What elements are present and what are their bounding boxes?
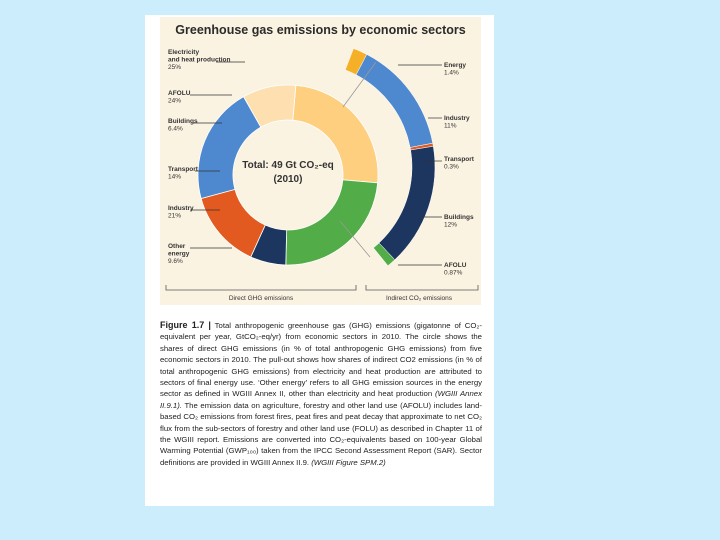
chart-panel bbox=[160, 17, 481, 305]
caption-ref-2: (WGIII Figure SPM.2) bbox=[311, 457, 386, 467]
label-name: Industry bbox=[168, 205, 194, 212]
label-name: Transport bbox=[168, 166, 198, 173]
document-page bbox=[145, 15, 494, 506]
label-value: 1.4% bbox=[444, 69, 459, 77]
direct-bracket bbox=[166, 285, 356, 290]
left-label-afolu bbox=[168, 90, 232, 105]
direct-slice-afolu bbox=[286, 180, 378, 265]
ghg-chart bbox=[160, 17, 481, 305]
label-value: 11% bbox=[444, 122, 457, 130]
label-name: Electricity bbox=[168, 49, 200, 56]
label-value: 9.6% bbox=[168, 258, 183, 265]
label-value: 0.87% bbox=[444, 269, 463, 277]
left-label-electricity-and-heat-production bbox=[168, 49, 245, 71]
caption-text-2: The emission data on agriculture, forestry and other land use (AFOLU) includes land-based CO₂ emissions from forest fires, peat fires and peat decay that approximate to net CO₂ flux from the sub-sectors of forestry and other land use (FOLU) as described in Chapter 11 of the WGIII report. Emissions are converted into CO₂-equivalents based on 100-year Global Warming Potential (GWP₁₀₀) taken from the IPCC Second Assessment Report (SAR). Sector definitions are provided in WGIII Annex II.9. bbox=[160, 400, 482, 467]
indirect-emissions-label: Indirect CO₂ emissions bbox=[385, 295, 453, 302]
right-label-industry bbox=[428, 115, 470, 130]
label-name: and heat production bbox=[168, 56, 231, 64]
label-value: 21% bbox=[168, 212, 182, 220]
label-value: 12% bbox=[444, 221, 458, 229]
label-name: Buildings bbox=[168, 118, 198, 125]
direct-slice-industry bbox=[198, 97, 261, 199]
indirect-slice-buildings bbox=[379, 146, 435, 259]
label-value: 24% bbox=[168, 97, 182, 105]
label-value: 25% bbox=[168, 64, 182, 71]
label-value: 0.3% bbox=[444, 163, 459, 171]
label-name: Other bbox=[168, 243, 186, 250]
label-name: Industry bbox=[444, 115, 470, 122]
figure-number: Figure 1.7 | bbox=[160, 320, 211, 330]
indirect-bracket bbox=[366, 285, 478, 290]
label-name: energy bbox=[168, 250, 190, 258]
caption-ref-1: (WGIII Annex II.9.1). bbox=[160, 389, 482, 410]
direct-emissions-label: Direct GHG emissions bbox=[228, 295, 294, 302]
label-name: Buildings bbox=[444, 214, 474, 221]
label-name: AFOLU bbox=[168, 90, 191, 97]
label-value: 6.4% bbox=[168, 125, 183, 133]
right-label-afolu bbox=[398, 262, 467, 277]
direct-slice-transport bbox=[201, 189, 265, 257]
chart-title: Greenhouse gas emissions by economic sectors bbox=[175, 23, 466, 37]
label-name: AFOLU bbox=[444, 262, 467, 269]
right-label-energy bbox=[398, 62, 466, 77]
label-name: Transport bbox=[444, 156, 474, 163]
right-label-buildings bbox=[418, 214, 474, 229]
label-value: 14% bbox=[168, 173, 182, 181]
center-label-year: (2010) bbox=[273, 174, 303, 185]
caption-text-1: Total anthropogenic greenhouse gas (GHG) emissions (gigatonne of CO₂-equivalent per year, GtCO₂-eq/yr) from economic sectors in 2010. The circle shows the shares of direct GHG emissions (in % of total anthropogenic GHG emissions) from five economic sectors in 2010. The pull-out shows how shares of indirect CO2 emissions (in % of total anthropogenic GHG emissions) from electricity and heat production are attributed to sectors of final energy use. ‘Other energy’ refers to all GHG emission sources in the energy sector as defined in WGIII Annex II, other than electricity and heat production bbox=[160, 321, 482, 399]
figure-caption bbox=[160, 320, 482, 468]
label-name: Energy bbox=[444, 62, 467, 69]
center-label-total: Total: 49 Gt CO₂-eq bbox=[242, 160, 334, 171]
left-label-other-energy bbox=[168, 243, 232, 265]
